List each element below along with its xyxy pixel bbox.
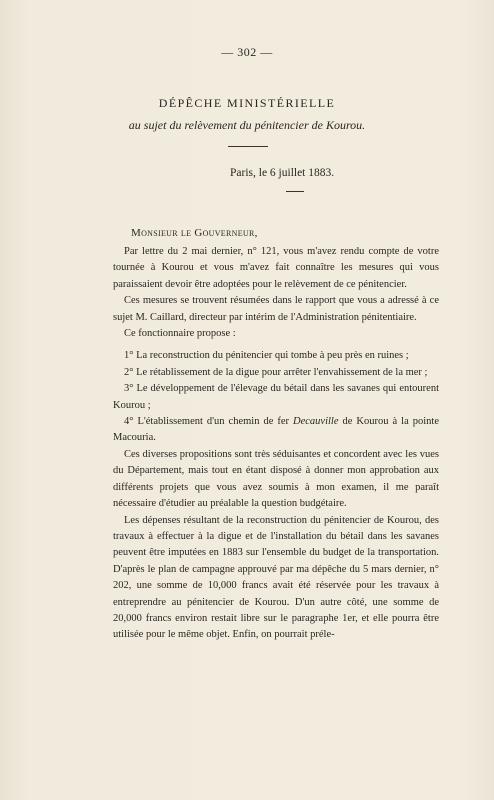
page-number: — 302 — xyxy=(221,45,273,59)
paragraph-proposes: Ce fonctionnaire propose : xyxy=(124,328,236,340)
paragraph-propositions: Ces diverses propositions sont très séduisantes et concordent avec les vues du Département, mais tout en étant disposé à donner mon approbation aux différents projets que vous avez soumis à mon examen, il me paraît nécessaire d'étudier au préalable la question budgétaire. xyxy=(113,448,439,510)
decauville-italic: Decauville xyxy=(293,416,339,428)
list-item-chemin-de-fer xyxy=(113,414,439,447)
date-divider xyxy=(286,191,304,192)
salutation: Monsieur le Gouverneur, xyxy=(131,227,258,239)
list-item-chemin-de-fer-after: de Kourou à la pointe Macouria. xyxy=(113,416,439,444)
list-item-elevage: 3° Le développement de l'élevage du bétail dans les savanes qui entourent Kourou ; xyxy=(113,383,439,411)
document-title: DÉPÊCHE MINISTÉRIELLE xyxy=(158,96,336,110)
list-item-chemin-de-fer-before: 4° L'établissement d'un chemin de fer xyxy=(124,416,294,428)
dateline: Paris, le 6 juillet 1883. xyxy=(230,167,335,179)
letter-body xyxy=(113,244,439,644)
paragraph-measures: Ces mesures se trouvent résumées dans le rapport que vous a adressé à ce sujet M. Caillard, directeur par intérim de l'Administration pénitentiaire. xyxy=(113,295,439,323)
title-divider xyxy=(228,146,268,147)
document-subtitle: au sujet du relèvement du pénitencier de Kourou. xyxy=(128,118,366,132)
paragraph-depenses: Les dépenses résultant de la reconstruction du pénitencier de Kourou, des travaux à effectuer à la digue et de l'installation du bétail dans les savanes peuvent être imputées en 1883 sur l'ensemble du budget de la transportation. D'après le plan de campagne approuvé par ma dépêche du 5 mars dernier, n° 202, une somme de 10,000 francs avait été réservée pour les travaux à entreprendre au pénitencier de Kourou. D'un autre côté, une somme de 20,000 francs environ restait libre sur le paragraphe 1er, et elle pourra être utilisée pour le même objet. Enfin, on pourrait préle- xyxy=(113,514,439,641)
paragraph-report: Par lettre du 2 mai dernier, n° 121, vous m'avez rendu compte de votre tournée à Kourou et vous m'avez fait connaître les mesures qui vous paraissaient devoir être adoptées pour le relèvement de ce pénitencier. xyxy=(113,246,439,290)
list-item-reconstruction: 1° La reconstruction du pénitencier qui tombe à peu près en ruines ; xyxy=(124,350,409,362)
list-item-digue: 2° Le rétablissement de la digue pour arrêter l'envahissement de la mer ; xyxy=(124,366,428,378)
